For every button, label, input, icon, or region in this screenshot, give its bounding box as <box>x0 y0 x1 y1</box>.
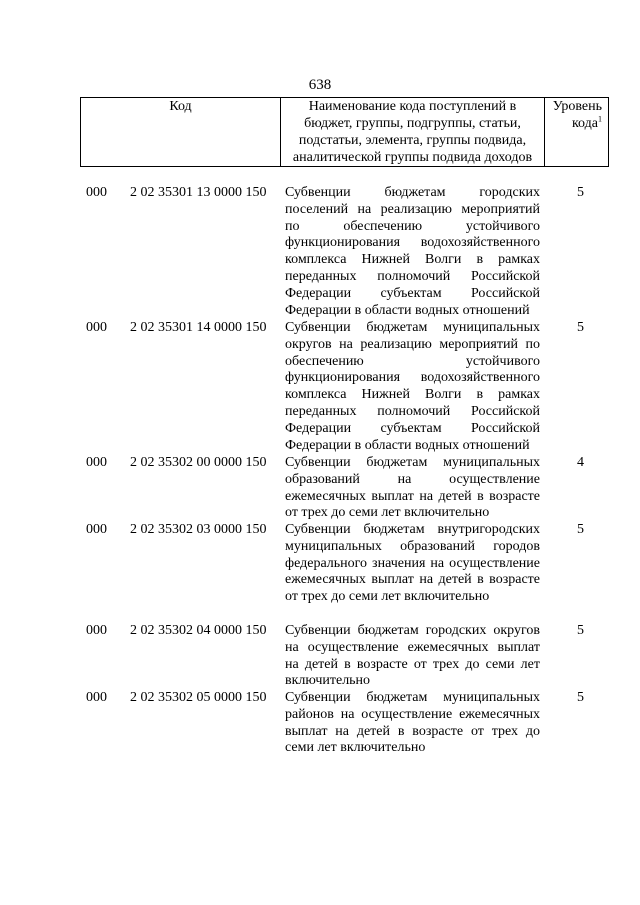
income-code: 2 02 35302 00 0000 150 <box>130 455 267 470</box>
admin-code: 000 <box>86 455 107 470</box>
table-body <box>80 185 609 757</box>
header-level-label: Уровень кода <box>552 99 602 131</box>
header-name: Наименование кода поступлений в бюджет, группы, подгруппы, статьи, подстатьи, элемента, группы подвида, аналитической группы подвида доходов <box>281 98 545 167</box>
income-code: 2 02 35301 14 0000 150 <box>130 320 267 335</box>
code-level: 5 <box>577 623 584 638</box>
admin-code: 000 <box>86 623 107 638</box>
code-level: 5 <box>577 522 584 537</box>
table-row <box>80 522 609 623</box>
code-level: 5 <box>577 320 584 335</box>
code-level: 5 <box>577 690 584 705</box>
income-code: 2 02 35302 04 0000 150 <box>130 623 267 638</box>
header-level <box>545 98 609 167</box>
admin-code: 000 <box>86 690 107 705</box>
income-name: Субвенции бюджетам муниципальных округов на реализацию мероприятий по обеспечению устойчивого функционирования водохозяйственного комплекса Нижней Волги в рамках переданных полномочий Российской Федерации субъектам Российской Федерации в области водных отношений <box>285 320 540 453</box>
table-row <box>80 185 609 320</box>
admin-code: 000 <box>86 320 107 335</box>
table-header <box>80 97 609 167</box>
table-row <box>80 623 609 690</box>
header-code: Код <box>81 98 281 167</box>
income-name: Субвенции бюджетам муниципальных образований на осуществление ежемесячных выплат на детей в возрасте от трех до семи лет включительно <box>285 455 540 521</box>
income-code: 2 02 35301 13 0000 150 <box>130 185 267 200</box>
income-name: Субвенции бюджетам внутригородских муниципальных образований городов федерального значения на осуществление ежемесячных выплат на детей в возрасте от трех до семи лет включительно <box>285 522 540 605</box>
header-level-footnote: 1 <box>598 114 602 124</box>
income-name: Субвенции бюджетам городских поселений на реализацию мероприятий по обеспечению устойчивого функционирования водохозяйственного комплекса Нижней Волги в рамках переданных полномочий Российской Федерации субъектам Российской Федерации в области водных отношений <box>285 185 540 318</box>
code-level: 5 <box>577 185 584 200</box>
table-row <box>80 320 609 455</box>
table-row <box>80 455 609 522</box>
page-number: 638 <box>308 77 332 93</box>
income-code: 2 02 35302 05 0000 150 <box>130 690 267 705</box>
table-row <box>80 690 609 757</box>
income-name: Субвенции бюджетам городских округов на осуществление ежемесячных выплат на детей в возрасте от трех до семи лет включительно <box>285 623 540 689</box>
income-name: Субвенции бюджетам муниципальных районов на осуществление ежемесячных выплат на детей в возрасте от трех до семи лет включительно <box>285 690 540 756</box>
code-level: 4 <box>577 455 584 470</box>
admin-code: 000 <box>86 185 107 200</box>
income-code: 2 02 35302 03 0000 150 <box>130 522 267 537</box>
admin-code: 000 <box>86 522 107 537</box>
